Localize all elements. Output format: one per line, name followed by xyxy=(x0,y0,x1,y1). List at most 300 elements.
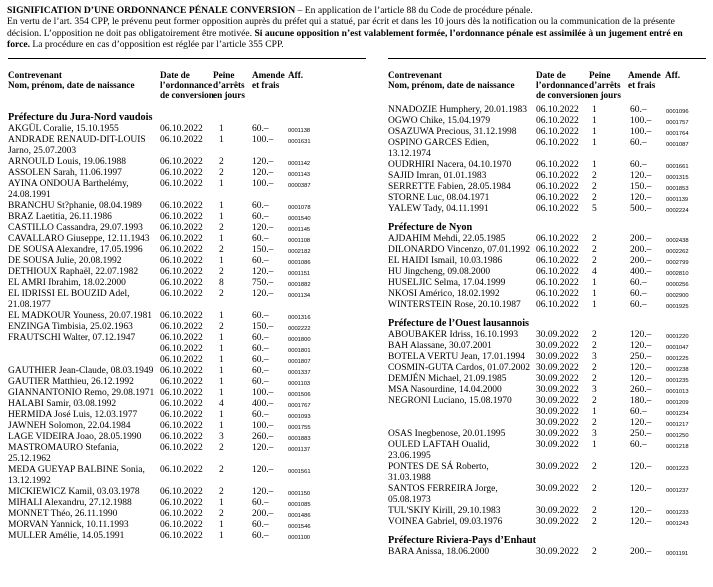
case-number: 0001142 xyxy=(288,161,311,167)
contrevenant-name: AKGÜL Coralie, 15.10.1955 xyxy=(8,124,119,134)
conversion-date: 06.10.2022 xyxy=(536,116,579,126)
case-number: 0002262 xyxy=(666,249,689,255)
conversion-date: 06.10.2022 xyxy=(160,234,203,244)
arrest-days: 5 xyxy=(592,204,597,214)
fine-amount: 60.– xyxy=(630,160,647,170)
table-row xyxy=(8,289,366,311)
case-number: 0002900 xyxy=(666,293,689,299)
table-row xyxy=(388,330,706,341)
fine-amount: 500.– xyxy=(630,204,652,214)
contrevenant-name: OSPINO GARCES Edien, 13.12.1974 xyxy=(388,138,490,159)
arrest-days: 2 xyxy=(592,396,597,406)
table-row xyxy=(8,520,366,531)
conversion-date: 06.10.2022 xyxy=(160,531,203,541)
table-row xyxy=(8,245,366,256)
contrevenant-name: MORVAN Yannick, 10.11.1993 xyxy=(8,520,129,530)
case-number: 0001138 xyxy=(288,128,311,134)
table-row xyxy=(388,440,706,462)
arrest-days: 2 xyxy=(219,267,224,277)
case-number: 0001108 xyxy=(288,238,311,244)
contrevenant-name: WINTERSTEIN Rose, 20.10.1987 xyxy=(388,300,521,310)
fine-amount: 120.– xyxy=(630,418,652,428)
conversion-date: 06.10.2022 xyxy=(160,212,203,222)
contrevenant-name: YALEW Tady, 04.11.1991 xyxy=(388,204,489,214)
conversion-date: 06.10.2022 xyxy=(160,223,203,233)
arrest-days: 2 xyxy=(219,223,224,233)
conversion-date: 06.10.2022 xyxy=(160,344,203,354)
table-row xyxy=(8,234,366,245)
conversion-date: 06.10.2022 xyxy=(160,157,203,167)
fine-amount: 60.– xyxy=(630,278,647,288)
fine-amount: 120.– xyxy=(252,168,274,178)
notice-title-suffix: – En application de l’article 88 du Code de procédure pénale. xyxy=(295,5,533,16)
fine-amount: 400.– xyxy=(630,267,652,277)
case-number: 0001561 xyxy=(288,469,311,475)
arrest-days: 1 xyxy=(219,531,224,541)
case-number: 0001139 xyxy=(666,197,689,203)
contrevenant-name: SANTOS FERREIRA Jorge, 05.08.1973 xyxy=(388,484,498,505)
table-row xyxy=(388,138,706,160)
case-number: 0001316 xyxy=(288,315,311,321)
case-number: 0001209 xyxy=(666,400,689,406)
case-number: 0001145 xyxy=(288,227,311,233)
arrest-days: 4 xyxy=(592,267,597,277)
arrest-days: 2 xyxy=(592,341,597,351)
case-number: 0002799 xyxy=(666,260,689,266)
fine-amount: 120.– xyxy=(252,465,274,475)
fine-amount: 120.– xyxy=(630,517,652,527)
case-number: 0002438 xyxy=(666,238,689,244)
conversion-date: 06.10.2022 xyxy=(536,171,579,181)
column-header-date: Date de l’ordonnance de conversion xyxy=(160,70,214,101)
column-header-days: Peine d’arrêts en jours xyxy=(589,70,621,101)
conversion-date: 06.10.2022 xyxy=(160,245,203,255)
case-number: 0001225 xyxy=(666,356,689,362)
contrevenant-name: OGWO Chike, 15.04.1979 xyxy=(388,116,491,126)
contrevenant-name: DE SOUSA Julie, 20.08.1992 xyxy=(8,256,122,266)
fine-amount: 60.– xyxy=(252,201,269,211)
conversion-date: 06.10.2022 xyxy=(536,267,579,277)
fine-amount: 60.– xyxy=(630,105,647,115)
conversion-date: 06.10.2022 xyxy=(160,498,203,508)
conversion-date: 30.09.2022 xyxy=(536,418,579,428)
fine-amount: 120.– xyxy=(252,267,274,277)
fine-amount: 120.– xyxy=(252,223,274,233)
contrevenant-name: NNADOZIE Humphery, 20.01.1983 xyxy=(388,105,527,115)
case-number: 0001755 xyxy=(288,425,311,431)
case-number: 0001661 xyxy=(666,164,689,170)
arrest-days: 1 xyxy=(219,344,224,354)
column-header-aff: Aff. xyxy=(665,70,681,80)
fine-amount: 150.– xyxy=(252,245,274,255)
arrest-days: 1 xyxy=(592,116,597,126)
table-row xyxy=(8,366,366,377)
table-row xyxy=(388,182,706,193)
table-row xyxy=(8,256,366,267)
conversion-date: 30.09.2022 xyxy=(536,352,579,362)
case-number: 0001078 xyxy=(288,205,311,211)
arrest-days: 8 xyxy=(219,278,224,288)
fine-amount: 180.– xyxy=(630,396,652,406)
conversion-date: 30.09.2022 xyxy=(536,374,579,384)
case-number: 0001234 xyxy=(666,411,689,417)
contrevenant-name: GIANNANTONIO Remo, 29.08.1971 xyxy=(8,388,155,398)
case-number: 0001085 xyxy=(288,502,311,508)
case-number: 0001506 xyxy=(288,392,311,398)
conversion-date: 06.10.2022 xyxy=(160,267,203,277)
contrevenant-name: DEMJÉN Michael, 21.09.1985 xyxy=(388,374,507,384)
contrevenant-name: EL HAIDI Ismail, 10.03.1986 xyxy=(388,256,503,266)
fine-amount: 60.– xyxy=(252,498,269,508)
arrest-days: 3 xyxy=(592,385,597,395)
arrest-days: 1 xyxy=(219,388,224,398)
contrevenant-name: ASSOLEN Sarah, 11.06.1997 xyxy=(8,168,122,178)
case-number: 0002182 xyxy=(288,249,311,255)
fine-amount: 60.– xyxy=(630,300,647,310)
conversion-date: 06.10.2022 xyxy=(160,179,203,189)
case-number: 0001093 xyxy=(288,414,311,420)
conversion-date: 06.10.2022 xyxy=(160,124,203,134)
fine-amount: 200.– xyxy=(630,234,652,244)
table-row xyxy=(8,168,366,179)
table-row xyxy=(8,509,366,520)
notice-intro xyxy=(7,5,707,51)
arrest-days: 2 xyxy=(219,289,224,299)
fine-amount: 120.– xyxy=(630,341,652,351)
case-number: 0002810 xyxy=(666,271,689,277)
table-row xyxy=(8,399,366,410)
conversion-date: 06.10.2022 xyxy=(536,278,579,288)
notice-title: SIGNIFICATION D’UNE ORDONNANCE PÉNALE CONVERSION xyxy=(7,5,296,16)
arrest-days: 2 xyxy=(592,363,597,373)
fine-amount: 60.– xyxy=(252,256,269,266)
case-number: 0001223 xyxy=(666,466,689,472)
arrest-days: 1 xyxy=(592,160,597,170)
case-number: 0001757 xyxy=(666,120,689,126)
case-number: 0001137 xyxy=(288,447,311,453)
case-number: 0001315 xyxy=(666,175,689,181)
fine-amount: 60.– xyxy=(630,138,647,148)
arrest-days: 1 xyxy=(219,212,224,222)
fine-amount: 100.– xyxy=(252,179,274,189)
table-row xyxy=(8,322,366,333)
conversion-date: 30.09.2022 xyxy=(536,341,579,351)
case-number: 0001047 xyxy=(666,345,689,351)
fine-amount: 260.– xyxy=(630,385,652,395)
case-number: 0000256 xyxy=(666,282,689,288)
fine-amount: 60.– xyxy=(252,410,269,420)
case-number: 0001086 xyxy=(288,260,311,266)
case-number: 0001100 xyxy=(288,535,311,541)
table-row xyxy=(388,127,706,138)
contrevenant-name: CAVALLARO Giuseppe, 12.11.1943 xyxy=(8,234,150,244)
contrevenant-name: STORNE Luc, 08.04.1971 xyxy=(388,193,490,203)
contrevenant-name: OSAS Inegbenose, 20.01.1995 xyxy=(388,429,506,439)
fine-amount: 120.– xyxy=(252,289,274,299)
conversion-date: 30.09.2022 xyxy=(536,484,579,494)
conversion-date: 06.10.2022 xyxy=(160,399,203,409)
fine-amount: 150.– xyxy=(252,322,274,332)
conversion-date: 30.09.2022 xyxy=(536,330,579,340)
arrest-days: 2 xyxy=(592,234,597,244)
fine-amount: 60.– xyxy=(252,520,269,530)
arrest-days: 3 xyxy=(592,429,597,439)
fine-amount: 100.– xyxy=(252,388,274,398)
right-column xyxy=(388,58,706,558)
contrevenant-name: SAJID Imran, 01.01.1983 xyxy=(388,171,487,181)
case-number: 0001103 xyxy=(288,381,311,387)
contrevenant-name: NEGRONI Luciano, 15.08.1970 xyxy=(388,396,512,406)
column-header-name: Contrevenant Nom, prénom, date de naissance xyxy=(8,70,135,91)
arrest-days: 1 xyxy=(219,410,224,420)
table-row xyxy=(8,333,366,344)
case-number: 0001801 xyxy=(288,348,311,354)
arrest-days: 1 xyxy=(592,440,597,450)
conversion-date: 06.10.2022 xyxy=(160,421,203,431)
case-number: 0001233 xyxy=(666,510,689,516)
contrevenant-name: BAH Alassane, 30.07.2001 xyxy=(388,341,492,351)
table-row xyxy=(388,160,706,171)
arrest-days: 2 xyxy=(592,245,597,255)
conversion-date: 06.10.2022 xyxy=(536,300,579,310)
table-row xyxy=(388,374,706,385)
fine-amount: 750.– xyxy=(252,278,274,288)
contrevenant-name: OSAZUWA Precious, 31.12.1998 xyxy=(388,127,517,137)
table-header xyxy=(8,61,366,105)
conversion-date: 06.10.2022 xyxy=(160,443,203,453)
case-number: 0001218 xyxy=(666,444,689,450)
arrest-days: 2 xyxy=(219,509,224,519)
contrevenant-name: COSMIN-GUTA Cardos, 01.07.2002 xyxy=(388,363,531,373)
case-number: 0001134 xyxy=(288,293,311,299)
table-row xyxy=(388,193,706,204)
conversion-date: 30.09.2022 xyxy=(536,363,579,373)
contrevenant-name: FRAUTSCHI Walter, 07.12.1947 xyxy=(8,333,136,343)
arrest-days: 1 xyxy=(219,311,224,321)
table-row xyxy=(8,212,366,223)
conversion-date: 30.09.2022 xyxy=(536,429,579,439)
case-number: 0001237 xyxy=(666,488,689,494)
contrevenant-name: GAUTHIER Jean-Claude, 08.03.1949 xyxy=(8,366,154,376)
conversion-date: 06.10.2022 xyxy=(536,105,579,115)
fine-amount: 120.– xyxy=(630,374,652,384)
contrevenant-name: TUL'SKIY Kirill, 29.10.1983 xyxy=(388,506,501,516)
case-number: 0001150 xyxy=(288,491,311,497)
conversion-date: 30.09.2022 xyxy=(536,407,579,417)
table-row xyxy=(388,396,706,407)
contrevenant-name: HU Jingcheng, 09.08.2000 xyxy=(388,267,491,277)
conversion-date: 06.10.2022 xyxy=(160,355,203,365)
table-row xyxy=(8,267,366,278)
table-row xyxy=(388,418,706,429)
table-row xyxy=(8,179,366,201)
conversion-date: 06.10.2022 xyxy=(160,509,203,519)
table-row xyxy=(388,429,706,440)
fine-amount: 260.– xyxy=(252,432,274,442)
arrest-days: 2 xyxy=(219,487,224,497)
table-row xyxy=(8,377,366,388)
conversion-date: 06.10.2022 xyxy=(160,377,203,387)
contrevenant-name: BOTELA VERTU Jean, 17.01.1994 xyxy=(388,352,525,362)
contrevenant-name: SERRETTE Fabien, 28.05.1984 xyxy=(388,182,511,192)
conversion-date: 06.10.2022 xyxy=(536,245,579,255)
contrevenant-name: DE SOUSA Alexandre, 17.05.1996 xyxy=(8,245,143,255)
contrevenant-name: BRANCHU St?phanie, 08.04.1989 xyxy=(8,201,142,211)
table-row xyxy=(388,267,706,278)
contrevenant-name: ARNOULD Louis, 19.06.1988 xyxy=(8,157,126,167)
contrevenant-name: NKOSI Américo, 18.02.1992 xyxy=(388,289,500,299)
section-heading: Préfecture de l’Ouest lausannois xyxy=(388,318,530,329)
arrest-days: 3 xyxy=(592,352,597,362)
conversion-date: 30.09.2022 xyxy=(536,517,579,527)
case-number: 0001235 xyxy=(666,378,689,384)
column-header-fine: Amende et frais xyxy=(628,70,661,91)
conversion-date: 30.09.2022 xyxy=(536,547,579,557)
table-row xyxy=(8,355,366,366)
contrevenant-name: OULED LAFTAH Oualid, 23.06.1995 xyxy=(388,440,490,461)
arrest-days: 2 xyxy=(592,193,597,203)
section-heading: Préfecture de Nyon xyxy=(388,222,473,233)
fine-amount: 60.– xyxy=(252,212,269,222)
arrest-days: 2 xyxy=(592,418,597,428)
conversion-date: 06.10.2022 xyxy=(160,487,203,497)
contrevenant-name: OUDRHIRI Nacera, 04.10.1970 xyxy=(388,160,512,170)
contrevenant-name: HALABI Samir, 03.08.1992 xyxy=(8,399,117,409)
conversion-date: 06.10.2022 xyxy=(160,465,203,475)
column-header-days: Peine d’arrêts en jours xyxy=(213,70,245,101)
section-heading: Préfecture Riviera-Pays d’Enhaut xyxy=(388,535,537,546)
case-number: 0001883 xyxy=(288,436,311,442)
arrest-days: 1 xyxy=(219,201,224,211)
fine-amount: 250.– xyxy=(630,352,652,362)
conversion-date: 06.10.2022 xyxy=(536,138,579,148)
arrest-days: 1 xyxy=(219,135,224,145)
case-number: 0000387 xyxy=(288,183,311,189)
contrevenant-name: CASTILLO Cassandra, 29.07.1993 xyxy=(8,223,143,233)
arrest-days: 2 xyxy=(219,168,224,178)
table-row xyxy=(8,388,366,399)
case-number: 0001217 xyxy=(666,422,689,428)
conversion-date: 06.10.2022 xyxy=(160,135,203,145)
table-row xyxy=(388,385,706,396)
arrest-days: 1 xyxy=(219,366,224,376)
contrevenant-name: GAUTIER Matthieu, 26.12.1992 xyxy=(8,377,134,387)
fine-amount: 120.– xyxy=(630,506,652,516)
contrevenant-name: AYINA ONDOUA Barthelémy, 24.08.1991 xyxy=(8,179,129,200)
conversion-date: 06.10.2022 xyxy=(160,520,203,530)
arrest-days: 2 xyxy=(592,547,597,557)
contrevenant-name: EL MADKOUR Youness, 20.07.1981 xyxy=(8,311,153,321)
arrest-days: 2 xyxy=(592,330,597,340)
contrevenant-name: DILONARDO Vincenzo, 07.01.1992 xyxy=(388,245,530,255)
column-header-name: Contrevenant Nom, prénom, date de naissance xyxy=(388,70,515,91)
fine-amount: 120.– xyxy=(630,171,652,181)
arrest-days: 1 xyxy=(592,300,597,310)
contrevenant-name: BARA Anissa, 18.06.2000 xyxy=(388,547,490,557)
contrevenant-name: MEDA GUEYAP BALBINE Sonia, 13.12.1992 xyxy=(8,465,145,486)
case-number: 0001250 xyxy=(666,433,689,439)
arrest-days: 1 xyxy=(592,127,597,137)
fine-amount: 60.– xyxy=(252,234,269,244)
case-number: 0001143 xyxy=(288,172,311,178)
conversion-date: 30.09.2022 xyxy=(536,440,579,450)
table-row xyxy=(8,124,366,135)
fine-amount: 200.– xyxy=(630,256,652,266)
fine-amount: 60.– xyxy=(252,366,269,376)
table-row xyxy=(8,135,366,157)
table-row xyxy=(388,352,706,363)
conversion-date: 06.10.2022 xyxy=(536,204,579,214)
case-number: 0001546 xyxy=(288,524,311,530)
table-row xyxy=(8,421,366,432)
conversion-date: 30.09.2022 xyxy=(536,506,579,516)
case-number: 0001220 xyxy=(666,334,689,340)
case-number: 0001853 xyxy=(666,186,689,192)
fine-amount: 100.– xyxy=(630,116,652,126)
table-row xyxy=(388,256,706,267)
contrevenant-name: HERMIDA José Luis, 12.03.1977 xyxy=(8,410,138,420)
fine-amount: 120.– xyxy=(630,363,652,373)
table-row xyxy=(388,517,706,528)
fine-amount: 60.– xyxy=(252,311,269,321)
table-row xyxy=(8,311,366,322)
table-row xyxy=(388,245,706,256)
case-number: 0001087 xyxy=(666,142,689,148)
table-row xyxy=(388,204,706,215)
table-row xyxy=(8,344,366,355)
arrest-days: 2 xyxy=(219,245,224,255)
contrevenant-name: HUSELJIC Selma, 17.04.1999 xyxy=(388,278,506,288)
fine-amount: 100.– xyxy=(630,127,652,137)
arrest-days: 2 xyxy=(592,256,597,266)
fine-amount: 60.– xyxy=(630,440,647,450)
case-number: 0001238 xyxy=(666,367,689,373)
contrevenant-name: LAGE VIDEIRA Joao, 28.05.1990 xyxy=(8,432,142,442)
fine-amount: 200.– xyxy=(630,245,652,255)
fine-amount: 60.– xyxy=(252,333,269,343)
table-row xyxy=(8,498,366,509)
table-row xyxy=(388,105,706,116)
contrevenant-name: EL IDRISSI EL BOUZID Adel, 21.08.1977 xyxy=(8,289,130,310)
contrevenant-name: VOINEA Gabriel, 09.03.1976 xyxy=(388,517,503,527)
table-row xyxy=(388,547,706,558)
contrevenant-name: ABOUBAKER Idriss, 16.10.1993 xyxy=(388,330,519,340)
arrest-days: 2 xyxy=(592,484,597,494)
case-number: 0002222 xyxy=(288,326,311,332)
arrest-days: 1 xyxy=(592,105,597,115)
contrevenant-name: PONTES DE SÁ Roberto, 31.03.1988 xyxy=(388,462,489,483)
table-row xyxy=(388,363,706,374)
table-row xyxy=(8,432,366,443)
contrevenant-name: EL AMRI Ibrahim, 18.02.2000 xyxy=(8,278,126,288)
case-number: 0001337 xyxy=(288,370,311,376)
fine-amount: 250.– xyxy=(630,429,652,439)
conversion-date: 06.10.2022 xyxy=(160,256,203,266)
arrest-days: 2 xyxy=(592,462,597,472)
fine-amount: 400.– xyxy=(252,399,274,409)
conversion-date: 06.10.2022 xyxy=(160,322,203,332)
conversion-date: 06.10.2022 xyxy=(536,193,579,203)
fine-amount: 100.– xyxy=(252,421,274,431)
table-row xyxy=(8,278,366,289)
table-row xyxy=(388,484,706,506)
table-row xyxy=(8,223,366,234)
table-row xyxy=(8,487,366,498)
case-number: 0001540 xyxy=(288,216,311,222)
arrest-days: 2 xyxy=(592,517,597,527)
notice-text-end: La procédure en cas d’opposition est réglée par l’article 355 CPP. xyxy=(30,39,284,51)
left-column xyxy=(8,58,366,542)
